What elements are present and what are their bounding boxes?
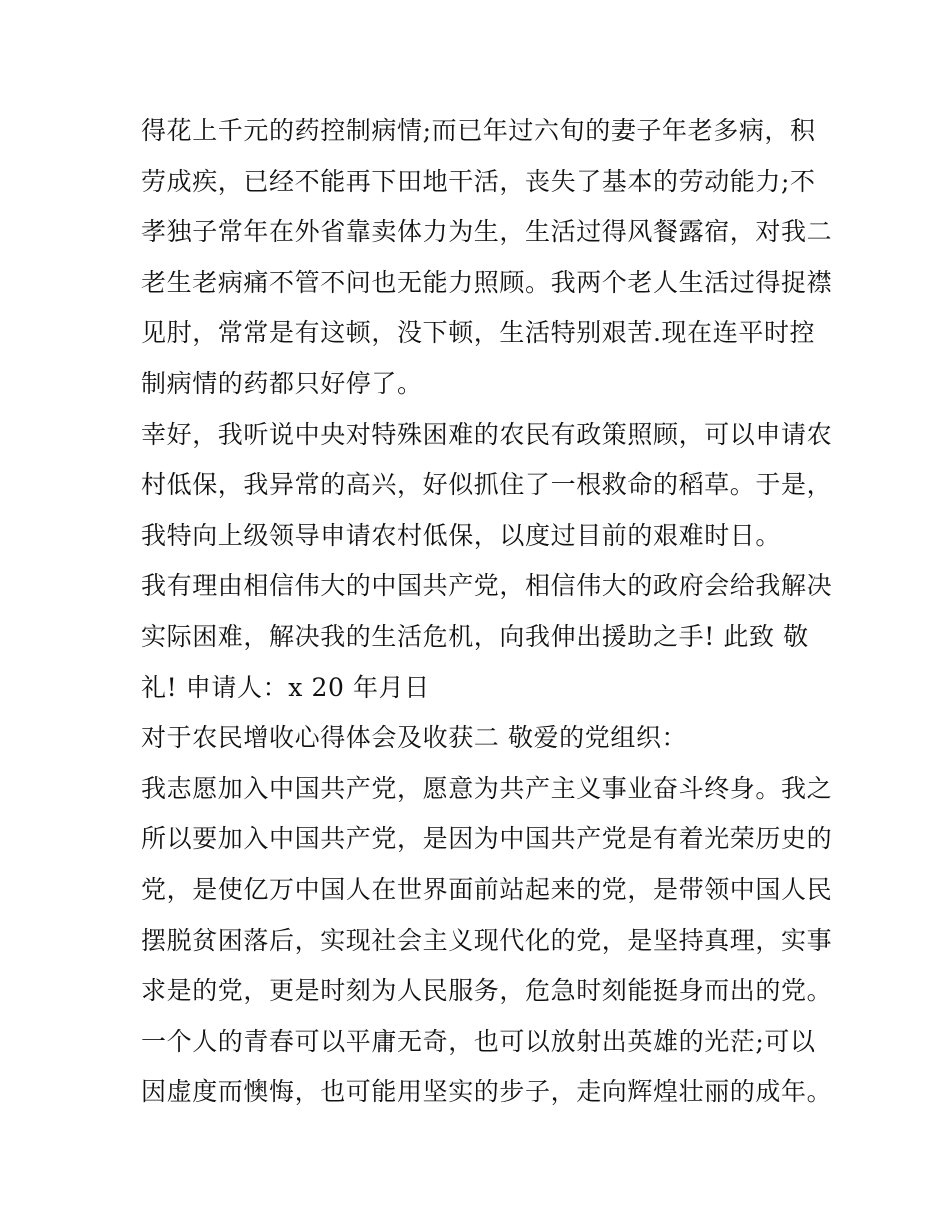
section-heading: 对于农民增收心得体会及收获二 敬爱的党组织：	[141, 723, 688, 753]
text-line: 幸好，我听说中央对特殊困难的农民有政策照顾，可以申请农	[141, 419, 833, 449]
text-line: 所以要加入中国共产党，是因为中国共产党是有着光荣历史的	[141, 824, 833, 854]
text-line: 孝独子常年在外省靠卖体力为生，生活过得风餐露宿，对我二	[141, 217, 833, 247]
text-line: 得花上千元的药控制病情;而已年过六旬的妻子年老多病，积	[141, 116, 816, 145]
text-line: 因虚度而懊悔，也可能用坚实的步子，走向辉煌壮丽的成年。	[141, 1077, 833, 1107]
text-line: 一个人的青春可以平庸无奇，也可以放射出英雄的光茫;可以	[141, 1026, 816, 1056]
text-line: 党，是使亿万中国人在世界面前站起来的党，是带领中国人民	[141, 874, 833, 904]
text-line: 我特向上级领导申请农村低保，以度过目前的艰难时日。	[141, 520, 782, 550]
text-line: 礼! 申请人：x 20 年月日	[141, 672, 430, 702]
text-line: 摆脱贫困落后，实现社会主义现代化的党，是坚持真理，实事	[141, 925, 833, 955]
text-line: 老生老病痛不管不问也无能力照顾。我两个老人生活过得捉襟	[141, 267, 833, 297]
text-line: 我有理由相信伟大的中国共产党，相信伟大的政府会给我解决	[141, 571, 833, 601]
text-line: 劳成疾，已经不能再下田地干活，丧失了基本的劳动能力;不	[141, 166, 816, 196]
text-line: 我志愿加入中国共产党，愿意为共产主义事业奋斗终身。我之	[141, 773, 833, 803]
document-body	[141, 106, 833, 1118]
text-line: 村低保，我异常的高兴，好似抓住了一根救命的稻草。于是，	[141, 470, 833, 500]
text-line: 求是的党，更是时刻为人民服务，危急时刻能挺身而出的党。	[141, 976, 833, 1006]
text-line: 实际困难，解决我的生活危机，向我伸出援助之手! 此致 敬	[141, 621, 809, 651]
text-line: 见肘，常常是有这顿，没下顿，生活特别艰苦.现在连平时控	[141, 318, 816, 348]
text-line: 制病情的药都只好停了。	[141, 368, 423, 398]
